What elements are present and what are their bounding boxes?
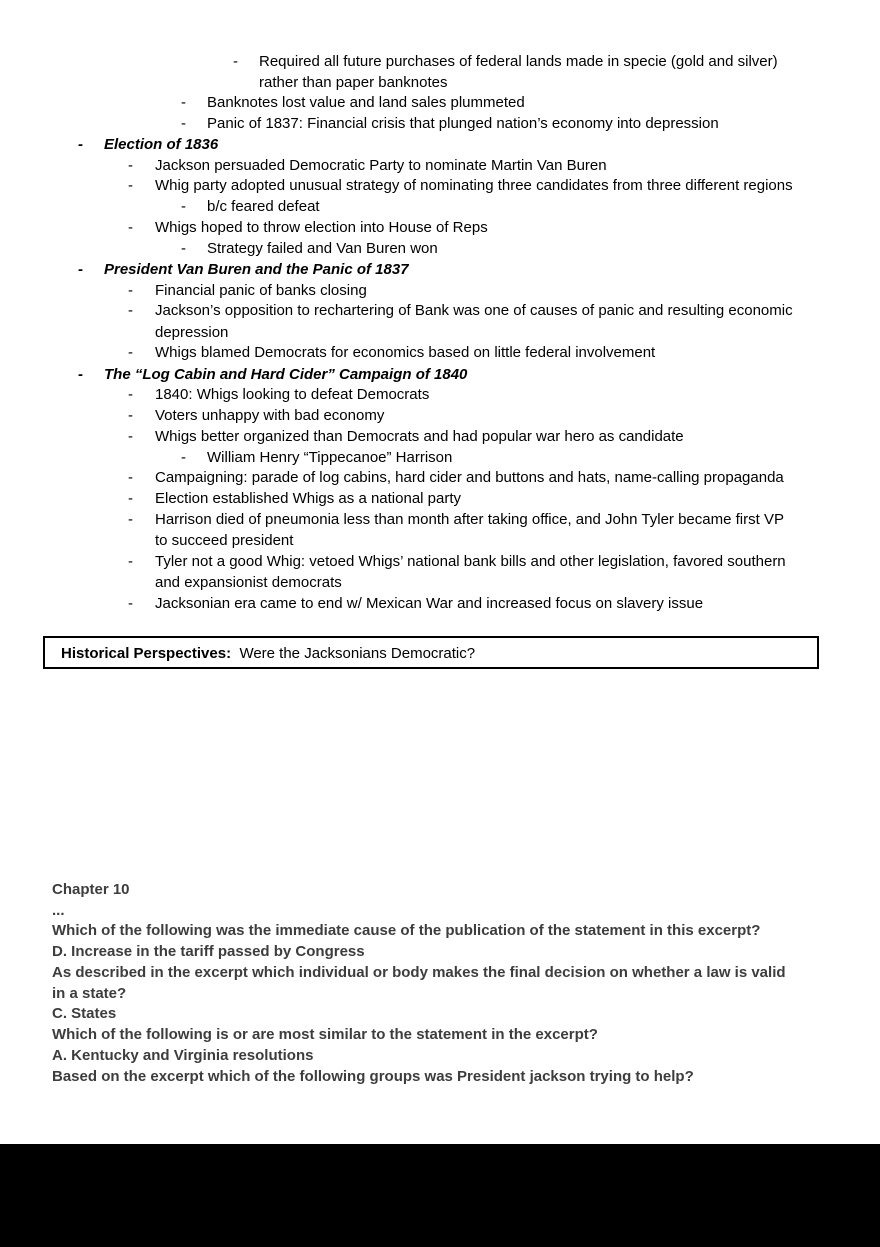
black-bottom-bar [0,1144,880,1247]
dash-bullet-icon: - [128,428,133,445]
outline-text: Voters unhappy with bad economy [155,407,385,424]
dash-bullet-icon: - [128,344,133,361]
outline-text: William Henry “Tippecanoe” Harrison [207,449,453,466]
dash-bullet-icon: - [128,490,133,507]
outline-text: The “Log Cabin and Hard Cider” Campaign of 1840 [104,366,468,383]
outline-text: Election of 1836 [104,136,219,153]
outline-text: Whigs blamed Democrats for economics based on little federal involvement [155,344,656,361]
dash-bullet-icon: - [181,115,186,132]
outline-text: Election established Whigs as a national party [155,490,462,507]
dash-bullet-icon: - [233,53,238,70]
dash-bullet-icon: - [181,449,186,466]
outline-text: Jacksonian era came to end w/ Mexican War and increased focus on slavery issue [155,595,704,612]
outline-text: Required all future purchases of federal lands made in specie (gold and silver) [259,53,778,70]
outline-text: Whig party adopted unusual strategy of nominating three candidates from three different regions [155,177,793,194]
dash-bullet-icon: - [128,386,133,403]
dash-bullet-icon: - [181,94,186,111]
qa-line: C. States [52,1005,117,1022]
qa-line: in a state? [52,985,127,1002]
outline-text: Jackson persuaded Democratic Party to nominate Martin Van Buren [155,157,607,174]
dash-bullet-icon: - [128,553,133,570]
qa-line: A. Kentucky and Virginia resolutions [52,1047,314,1064]
dash-bullet-icon: - [128,407,133,424]
dash-bullet-icon: - [78,136,83,153]
qa-line: D. Increase in the tariff passed by Congress [52,943,365,960]
outline-text: Jackson’s opposition to rechartering of Bank was one of causes of panic and resulting economic [155,302,793,319]
dash-bullet-icon: - [181,240,186,257]
qa-line: Based on the excerpt which of the following groups was President jackson trying to help? [52,1068,694,1085]
dash-bullet-icon: - [128,469,133,486]
outline-text: Tyler not a good Whig: vetoed Whigs’ national bank bills and other legislation, favored southern [155,553,786,570]
dash-bullet-icon: - [128,157,133,174]
outline-text: to succeed president [155,532,294,549]
dash-bullet-icon: - [128,219,133,236]
outline-text: Whigs better organized than Democrats and had popular war hero as candidate [155,428,684,445]
outline-text: b/c feared defeat [207,198,320,215]
qa-line: Which of the following was the immediate cause of the publication of the statement in this excerpt? [52,922,761,939]
dash-bullet-icon: - [78,366,83,383]
outline-text: Harrison died of pneumonia less than month after taking office, and John Tyler became first VP [155,511,784,528]
dash-bullet-icon: - [128,595,133,612]
outline-text: Strategy failed and Van Buren won [207,240,438,257]
outline-text: 1840: Whigs looking to defeat Democrats [155,386,430,403]
outline-text: Panic of 1837: Financial crisis that plunged nation’s economy into depression [207,115,719,132]
outline-text: rather than paper banknotes [259,74,448,91]
historical-perspectives-box [43,636,819,669]
chapter-title: Chapter 10 [52,881,130,898]
perspectives-question: Were the Jacksonians Democratic? [239,645,476,662]
dash-bullet-icon: - [128,511,133,528]
outline-text: Campaigning: parade of log cabins, hard cider and buttons and hats, name-calling propaganda [155,469,784,486]
dash-bullet-icon: - [78,261,83,278]
outline-text: and expansionist democrats [155,574,342,591]
dash-bullet-icon: - [128,282,133,299]
outline-text: Financial panic of banks closing [155,282,367,299]
qa-line: Which of the following is or are most similar to the statement in the excerpt? [52,1026,598,1043]
outline-text: Whigs hoped to throw election into House of Reps [155,219,488,236]
outline-text: President Van Buren and the Panic of 1837 [104,261,409,278]
dash-bullet-icon: - [128,177,133,194]
outline-text: Banknotes lost value and land sales plummeted [207,94,525,111]
outline-text: depression [155,324,229,341]
qa-line: ... [52,902,65,919]
dash-bullet-icon: - [128,302,133,319]
qa-line: As described in the excerpt which individual or body makes the final decision on whether a law is valid [52,964,786,981]
perspectives-label: Historical Perspectives: [61,645,232,662]
dash-bullet-icon: - [181,198,186,215]
